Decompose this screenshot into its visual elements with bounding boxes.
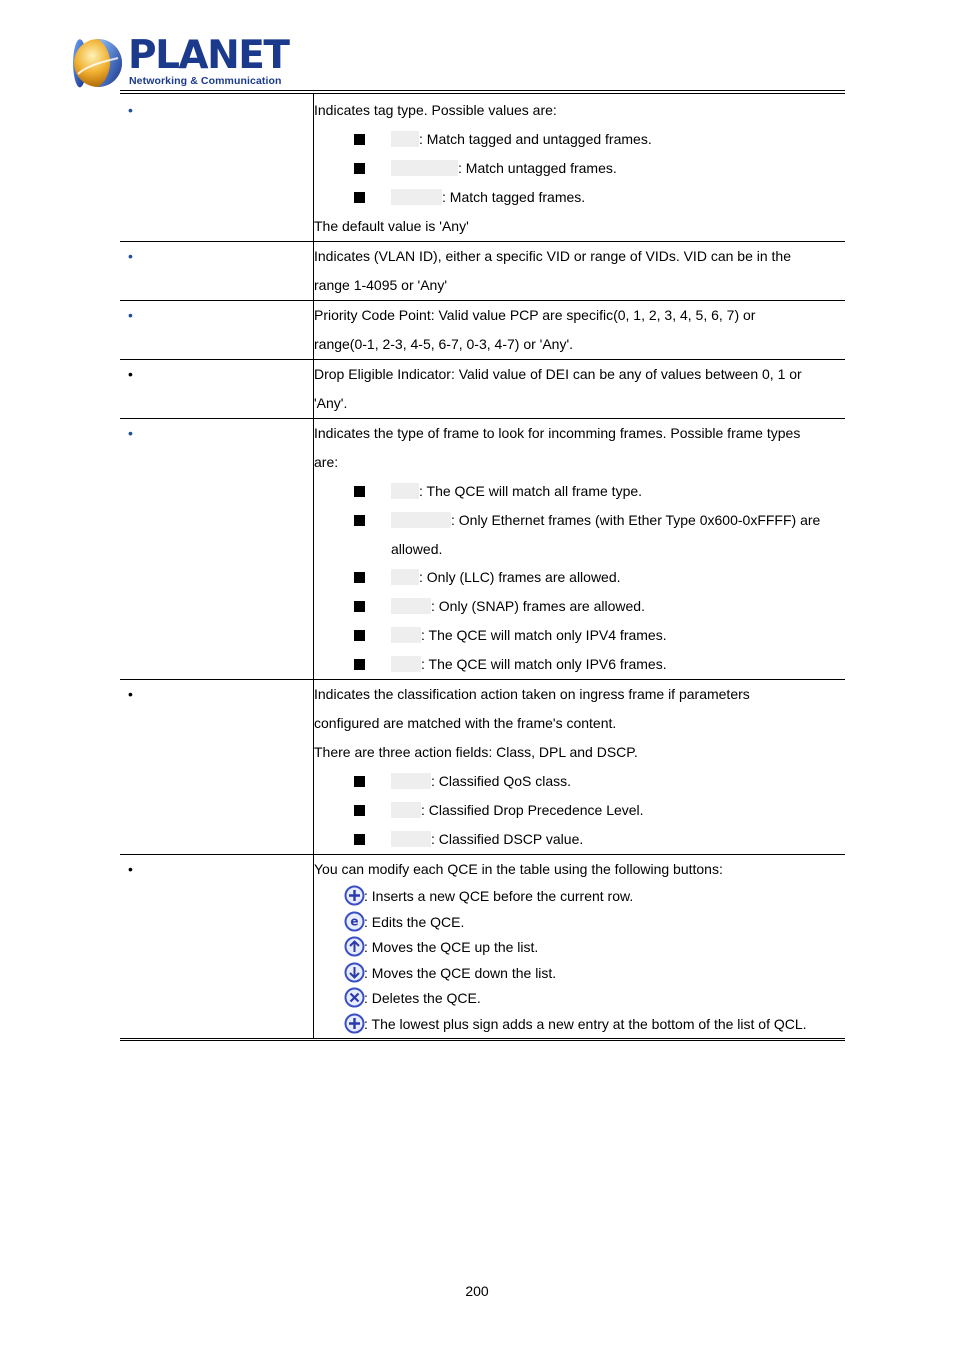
param-desc-cell bbox=[314, 419, 846, 680]
desc-line: configured are matched with the frame's content. bbox=[314, 715, 617, 731]
param-name-cell: • bbox=[120, 419, 314, 680]
plus-circle-icon bbox=[344, 885, 365, 906]
header-rule bbox=[120, 90, 845, 91]
param-desc-cell bbox=[314, 855, 846, 1040]
param-name-cell: • bbox=[120, 680, 314, 855]
delete-circle-icon bbox=[344, 987, 365, 1008]
param-desc-cell bbox=[314, 301, 846, 360]
square-bullet-icon bbox=[354, 805, 365, 816]
square-bullet-icon bbox=[354, 601, 365, 612]
square-bullet-icon bbox=[354, 163, 365, 174]
list-item: : Match tagged and untagged frames. bbox=[314, 125, 845, 154]
list-item: : The QCE will match all frame type. bbox=[314, 477, 845, 506]
desc-line: range(0-1, 2-3, 4-5, 6-7, 0-3, 4-7) or 'Any'. bbox=[314, 336, 574, 352]
desc-line: 'Any'. bbox=[314, 395, 348, 411]
list-item: : Match untagged frames. bbox=[314, 154, 845, 183]
table-row bbox=[120, 301, 845, 360]
desc-line: Indicates tag type. Possible values are: bbox=[314, 102, 557, 118]
square-bullet-icon bbox=[354, 834, 365, 845]
desc-line: There are three action fields: Class, DPL and DSCP. bbox=[314, 744, 638, 760]
param-name-cell: • bbox=[120, 94, 314, 242]
list-item: : Classified QoS class. bbox=[314, 767, 845, 796]
square-bullet-icon bbox=[354, 572, 365, 583]
desc-line: Priority Code Point: Valid value PCP are specific(0, 1, 2, 3, 4, 5, 6, 7) or bbox=[314, 307, 756, 323]
parameter-table bbox=[120, 93, 845, 1041]
list-item: : The QCE will match only IPV4 frames. bbox=[314, 621, 845, 650]
arrow-up-circle-icon bbox=[344, 936, 365, 957]
table-row bbox=[120, 419, 845, 680]
square-bullet-icon bbox=[354, 659, 365, 670]
globe-mark-icon bbox=[72, 36, 128, 90]
page-number: 200 bbox=[465, 1283, 489, 1299]
arrow-down-circle-icon bbox=[344, 962, 365, 983]
param-name-cell: • bbox=[120, 360, 314, 419]
param-name-cell: • bbox=[120, 855, 314, 1040]
desc-line: range 1-4095 or 'Any' bbox=[314, 277, 447, 293]
list-item: : Only Ethernet frames (with Ether Type 0x600-0xFFFF) are bbox=[314, 506, 845, 535]
list-item: : Only (LLC) frames are allowed. bbox=[314, 563, 845, 592]
brand-tagline: Networking & Communication bbox=[129, 75, 282, 87]
table-row bbox=[120, 855, 845, 1040]
table-row bbox=[120, 242, 845, 301]
square-bullet-icon bbox=[354, 515, 365, 526]
desc-line: Indicates the classification action taken on ingress frame if parameters bbox=[314, 686, 750, 702]
edit-circle-icon bbox=[344, 911, 365, 932]
square-bullet-icon bbox=[354, 630, 365, 641]
square-bullet-icon bbox=[354, 192, 365, 203]
param-desc-cell bbox=[314, 360, 846, 419]
square-bullet-icon bbox=[354, 134, 365, 145]
param-name-cell: • bbox=[120, 242, 314, 301]
desc-line: You can modify each QCE in the table using the following buttons: bbox=[314, 861, 723, 877]
button-desc-edit: e : Edits the QCE. bbox=[314, 910, 845, 936]
table-row bbox=[120, 360, 845, 419]
button-desc-add-bottom: : The lowest plus sign adds a new entry at the bottom of the list of QCL. bbox=[314, 1012, 845, 1038]
list-item: : Only (SNAP) frames are allowed. bbox=[314, 592, 845, 621]
list-item: : Classified DSCP value. bbox=[314, 825, 845, 854]
desc-line: Indicates (VLAN ID), either a specific VID or range of VIDs. VID can be in the bbox=[314, 248, 791, 264]
table-row bbox=[120, 94, 845, 242]
list-item-continuation: allowed. bbox=[391, 541, 443, 557]
button-desc-move-down: : Moves the QCE down the list. bbox=[314, 961, 845, 987]
desc-line: are: bbox=[314, 454, 339, 470]
param-desc-cell bbox=[314, 94, 846, 242]
list-item: : Match tagged frames. bbox=[314, 183, 845, 212]
square-bullet-icon bbox=[354, 486, 365, 497]
svg-text:e: e bbox=[350, 914, 359, 929]
param-desc-cell bbox=[314, 242, 846, 301]
plus-circle-icon bbox=[344, 1013, 365, 1034]
square-bullet-icon bbox=[354, 776, 365, 787]
table-row bbox=[120, 680, 845, 855]
button-desc-insert: : Inserts a new QCE before the current row. bbox=[314, 884, 845, 910]
param-desc-cell bbox=[314, 680, 846, 855]
desc-line: The default value is 'Any' bbox=[314, 218, 469, 234]
list-item: : Classified Drop Precedence Level. bbox=[314, 796, 845, 825]
desc-line: Indicates the type of frame to look for incomming frames. Possible frame types bbox=[314, 425, 801, 441]
list-item: : The QCE will match only IPV6 frames. bbox=[314, 650, 845, 679]
button-desc-move-up: : Moves the QCE up the list. bbox=[314, 935, 845, 961]
brand-name: PLANET bbox=[128, 33, 289, 78]
button-desc-delete: : Deletes the QCE. bbox=[314, 986, 845, 1012]
desc-line: Drop Eligible Indicator: Valid value of DEI can be any of values between 0, 1 or bbox=[314, 366, 802, 382]
param-name-cell: • bbox=[120, 301, 314, 360]
